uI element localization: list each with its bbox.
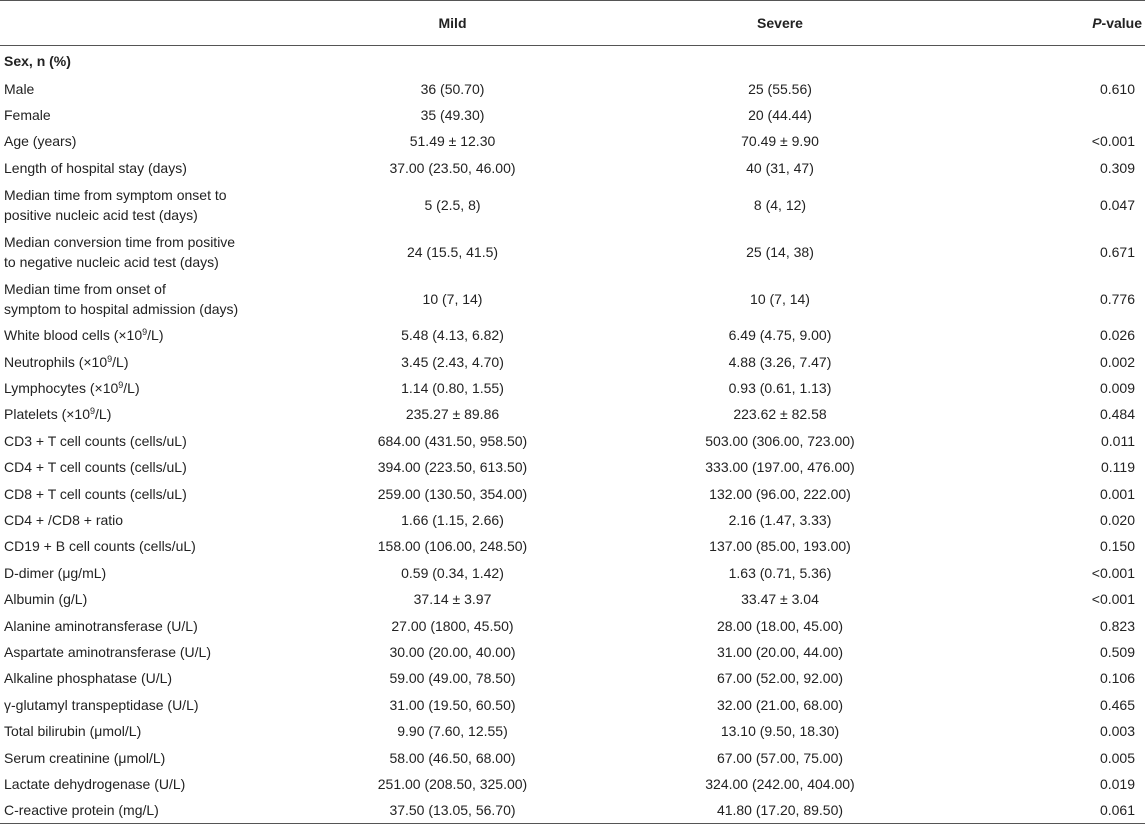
row-label: Albumin (g/L) (4, 591, 88, 608)
mild-value: 158.00 (106.00, 248.50) (377, 538, 528, 555)
row-label (0, 375, 300, 401)
mild-value: 27.00 (1800, 45.50) (391, 617, 514, 634)
table-row (0, 560, 1145, 586)
row-label: Female (4, 107, 51, 124)
severe-value: 41.80 (17.20, 89.50) (605, 797, 955, 823)
row-label-superscript: 9 (107, 353, 113, 364)
p-value: 0.106 (1099, 670, 1135, 687)
row-label: Alkaline phosphatase (U/L) (4, 670, 173, 687)
section-label: Sex, n (%) (4, 52, 71, 69)
severe-value: 67.00 (52.00, 92.00) (716, 670, 844, 687)
table-row (0, 181, 1145, 228)
row-label (0, 348, 300, 374)
row-label: Serum creatinine (μmol/L) (4, 749, 166, 766)
p-value: 0.019 (1099, 775, 1135, 792)
mild-value: 35 (49.30) (420, 107, 485, 124)
p-value: 0.009 (1099, 380, 1135, 397)
p-value: 0.150 (1099, 538, 1135, 555)
table-row (0, 401, 1145, 427)
table-row (0, 586, 1145, 612)
row-label-unit: /L) (112, 353, 129, 370)
table-row (0, 102, 1145, 128)
header-pvalue-rest: -value (1101, 15, 1142, 31)
table-row (0, 375, 1145, 401)
section-row (0, 46, 1145, 76)
row-label (0, 181, 300, 228)
mild-value: 36 (50.70) (420, 80, 485, 97)
severe-value: 20 (44.44) (748, 107, 812, 124)
severe-value: 503.00 (306.00, 723.00) (705, 432, 855, 449)
severe-value: 25 (55.56) (748, 80, 812, 97)
row-label-text: White blood cells (×10 (4, 327, 143, 344)
row-label-line1: Median time from onset of (4, 280, 166, 297)
table-row (0, 797, 1145, 823)
p-value: 0.001 (1099, 485, 1135, 502)
severe-value: 33.47 ± 3.04 (741, 591, 819, 608)
row-label: γ-glutamyl transpeptidase (U/L) (4, 696, 199, 713)
mild-value: 394.00 (223.50, 613.50) (377, 459, 528, 476)
mild-value: 684.00 (431.50, 958.50) (377, 432, 528, 449)
row-label-superscript: 9 (118, 380, 124, 391)
mild-value: 24 (15.5, 41.5) (406, 243, 499, 260)
row-label-text: Platelets (×10 (4, 406, 90, 423)
table-row (0, 665, 1145, 691)
severe-value: 40 (31, 47) (746, 159, 814, 176)
header-row (0, 1, 1145, 46)
mild-value: 5 (2.5, 8) (424, 196, 481, 213)
mild-value: 9.90 (7.60, 12.55) (397, 723, 508, 740)
p-value: 0.465 (1099, 696, 1135, 713)
table-row (0, 275, 1145, 322)
row-label-text: Neutrophils (×10 (4, 353, 108, 370)
severe-value: 10 (7, 14) (750, 290, 810, 307)
severe-value: 333.00 (197.00, 476.00) (705, 459, 855, 476)
row-label-line1: Median conversion time from positive (4, 233, 236, 250)
row-label: CD4 + T cell counts (cells/uL) (4, 459, 187, 476)
p-value: 0.671 (1099, 243, 1135, 260)
mild-value: 259.00 (130.50, 354.00) (377, 485, 528, 502)
row-label-line2: symptom to hospital admission (days) (4, 300, 239, 317)
p-value (955, 102, 1145, 128)
mild-value: 3.45 (2.43, 4.70) (401, 353, 504, 370)
header-label (0, 1, 300, 46)
row-label-text: Lymphocytes (×10 (4, 380, 119, 397)
p-value: <0.001 (1091, 591, 1135, 608)
severe-value: 8 (4, 12) (753, 196, 807, 213)
mild-value: 0.59 (0.34, 1.42) (401, 564, 504, 581)
row-label-line2: positive nucleic acid test (days) (4, 206, 198, 223)
p-value: 0.020 (1099, 511, 1135, 528)
p-value: 0.776 (1099, 290, 1135, 307)
severe-value: 223.62 ± 82.58 (733, 406, 827, 423)
mild-value: 37.00 (23.50, 46.00) (389, 159, 516, 176)
mild-value: 59.00 (49.00, 78.50) (389, 670, 516, 687)
row-label: D-dimer (μg/mL) (4, 564, 107, 581)
mild-value: 37.14 ± 3.97 (413, 591, 492, 608)
table-row (0, 454, 1145, 480)
table-row (0, 228, 1145, 275)
mild-value: 5.48 (4.13, 6.82) (401, 327, 504, 344)
row-label: Lactate dehydrogenase (U/L) (4, 775, 186, 792)
severe-value: 2.16 (1.47, 3.33) (728, 511, 832, 528)
row-label: Male (4, 80, 35, 97)
mild-value: 31.00 (19.50, 60.50) (389, 696, 516, 713)
mild-value: 10 (7, 14) (422, 290, 483, 307)
row-label-unit: /L) (123, 380, 140, 397)
p-value: 0.002 (1099, 353, 1135, 370)
row-label-unit: /L) (95, 406, 112, 423)
row-label-line1: Median time from symptom onset to (4, 186, 227, 203)
severe-value: 1.63 (0.71, 5.36) (728, 564, 832, 581)
row-label: CD3 + T cell counts (cells/uL) (4, 432, 187, 449)
table-row (0, 480, 1145, 506)
severe-value: 13.10 (9.50, 18.30) (720, 723, 840, 740)
table-row (0, 76, 1145, 102)
p-value: 0.061 (955, 797, 1145, 823)
row-label: C-reactive protein (mg/L) (0, 797, 300, 823)
p-value: <0.001 (1091, 133, 1135, 150)
row-label-unit: /L) (147, 327, 164, 344)
table-row (0, 612, 1145, 638)
mild-value: 51.49 ± 12.30 (409, 133, 496, 150)
table-row (0, 128, 1145, 154)
severe-value: 67.00 (57.00, 75.00) (716, 749, 844, 766)
table-row (0, 428, 1145, 454)
p-value: 0.119 (1101, 459, 1135, 476)
mild-value: 235.27 ± 89.86 (405, 406, 500, 423)
severe-value: 324.00 (242.00, 404.00) (705, 775, 855, 792)
table-row (0, 639, 1145, 665)
severe-value: 137.00 (85.00, 193.00) (709, 538, 851, 555)
severe-value: 25 (14, 38) (746, 243, 814, 260)
p-value: 0.823 (1099, 617, 1135, 634)
row-label: Age (years) (4, 133, 77, 150)
header-severe: Severe (605, 1, 955, 46)
p-value: 0.509 (1099, 643, 1135, 660)
p-value: 0.047 (1099, 196, 1135, 213)
table-row (0, 771, 1145, 797)
row-label (0, 322, 300, 348)
mild-value: 30.00 (20.00, 40.00) (389, 643, 516, 660)
header-pvalue-letter: P (1092, 15, 1102, 31)
severe-value: 70.49 ± 9.90 (741, 133, 819, 150)
mild-value: 37.50 (13.05, 56.70) (300, 797, 605, 823)
row-label: Alanine aminotransferase (U/L) (4, 617, 198, 634)
table-row (0, 322, 1145, 348)
severe-value: 4.88 (3.26, 7.47) (728, 353, 832, 370)
p-value: 0.005 (1099, 749, 1135, 766)
row-label (0, 228, 300, 275)
row-label-superscript: 9 (142, 327, 148, 338)
table-row (0, 155, 1145, 181)
severe-value: 32.00 (21.00, 68.00) (716, 696, 844, 713)
table-row (0, 507, 1145, 533)
table-row (0, 692, 1145, 718)
row-label (0, 401, 300, 427)
table-row (0, 533, 1145, 559)
row-label: CD8 + T cell counts (cells/uL) (4, 485, 187, 502)
row-label: CD19 + B cell counts (cells/uL) (4, 538, 196, 555)
row-label (0, 275, 300, 322)
row-label: Length of hospital stay (days) (4, 159, 187, 176)
severe-value: 0.93 (0.61, 1.13) (728, 380, 832, 397)
p-value: 0.309 (1099, 159, 1135, 176)
row-label: Aspartate aminotransferase (U/L) (4, 643, 211, 660)
severe-value: 31.00 (20.00, 44.00) (716, 643, 844, 660)
table-row (0, 744, 1145, 770)
p-value: 0.484 (1099, 406, 1135, 423)
mild-value: 251.00 (208.50, 325.00) (377, 775, 528, 792)
severe-value: 6.49 (4.75, 9.00) (728, 327, 832, 344)
severe-value: 132.00 (96.00, 222.00) (709, 485, 851, 502)
mild-value: 1.14 (0.80, 1.55) (401, 380, 504, 397)
row-label-superscript: 9 (90, 406, 96, 417)
p-value: 0.011 (1101, 432, 1135, 449)
p-value: 0.610 (1099, 80, 1135, 97)
mild-value: 1.66 (1.15, 2.66) (401, 511, 504, 528)
table-row (0, 348, 1145, 374)
p-value: 0.003 (1099, 723, 1135, 740)
row-label-line2: to negative nucleic acid test (days) (4, 253, 219, 270)
p-value: 0.026 (1099, 327, 1135, 344)
header-pvalue (955, 1, 1145, 46)
row-label: Total bilirubin (μmol/L) (4, 723, 142, 740)
mild-value: 58.00 (46.50, 68.00) (389, 749, 516, 766)
row-label: CD4 + /CD8 + ratio (4, 511, 124, 528)
table-row (0, 718, 1145, 744)
header-mild: Mild (300, 1, 605, 46)
severe-value: 28.00 (18.00, 45.00) (716, 617, 844, 634)
p-value: <0.001 (1091, 564, 1135, 581)
